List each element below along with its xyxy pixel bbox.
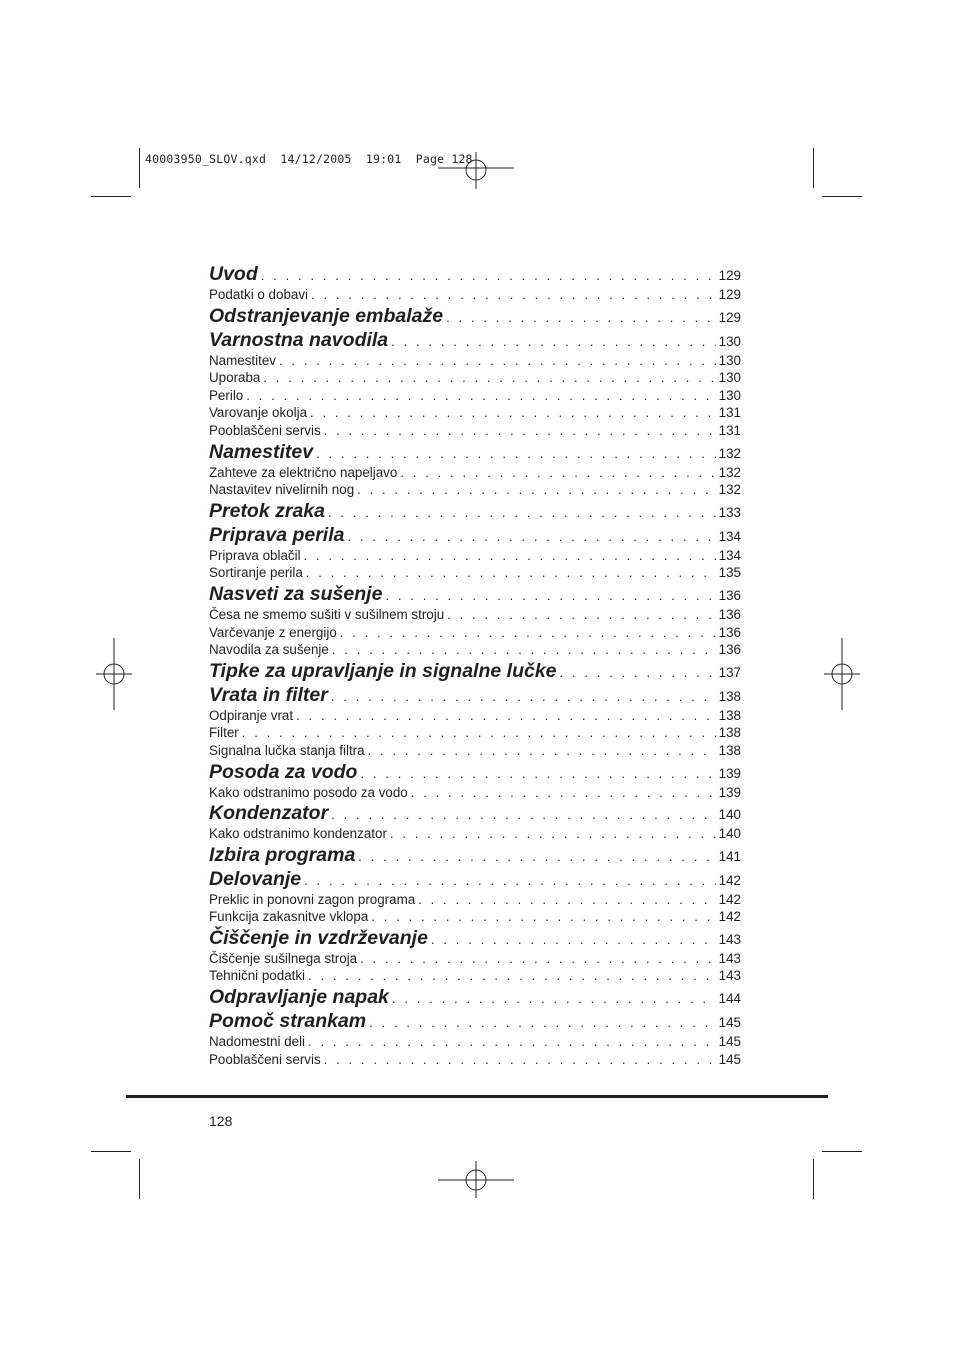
toc-heading-title: Nasveti za sušenje xyxy=(209,582,383,605)
dot-leader xyxy=(400,464,715,482)
table-of-contents xyxy=(209,262,741,1068)
toc-page-number: 143 xyxy=(718,950,741,966)
toc-entry-title: Namestitev xyxy=(209,352,276,368)
toc-heading xyxy=(209,760,741,784)
toc-page-number: 132 xyxy=(718,445,741,461)
dot-leader xyxy=(431,928,716,950)
toc-page-number: 137 xyxy=(718,664,741,680)
toc-entry xyxy=(209,564,741,582)
dot-leader xyxy=(304,869,716,891)
toc-heading xyxy=(209,867,741,891)
toc-page-number: 143 xyxy=(718,968,741,984)
toc-entry xyxy=(209,891,741,909)
dot-leader xyxy=(306,564,716,582)
toc-page-number: 129 xyxy=(718,287,741,302)
toc-entry xyxy=(209,742,741,760)
toc-entry xyxy=(209,825,741,843)
toc-entry-title: Podatki o dobavi xyxy=(209,287,309,302)
toc-entry-title: Česa ne smemo sušiti v sušilnem stroju xyxy=(209,606,445,622)
toc-page-number: 144 xyxy=(718,991,741,1007)
toc-heading-title: Pretok zraka xyxy=(209,499,325,522)
dot-leader xyxy=(371,908,715,926)
dot-leader xyxy=(369,1011,716,1033)
toc-page-number: 138 xyxy=(718,725,741,741)
crop-mark-bottom-left-vertical xyxy=(139,1159,140,1199)
dot-leader xyxy=(360,950,716,968)
dot-leader xyxy=(560,661,716,683)
dot-leader xyxy=(304,547,716,565)
toc-page-number: 129 xyxy=(718,309,741,325)
dot-leader xyxy=(390,825,716,843)
toc-heading-title: Priprava perila xyxy=(209,523,345,546)
dot-leader xyxy=(324,1051,716,1069)
crop-mark-top-right-vertical xyxy=(813,148,814,188)
toc-entry xyxy=(209,352,741,370)
crop-mark-top-left-horizontal xyxy=(91,196,131,197)
toc-page-number: 139 xyxy=(718,765,741,781)
toc-heading-title: Čiščenje in vzdrževanje xyxy=(209,926,428,949)
toc-heading-title: Izbira programa xyxy=(209,843,356,866)
toc-page-number: 131 xyxy=(718,422,741,438)
toc-entry xyxy=(209,707,741,725)
dot-leader xyxy=(358,845,715,867)
toc-entry-title: Odpiranje vrat xyxy=(209,707,294,723)
toc-page-number: 130 xyxy=(718,370,741,386)
toc-page-number: 141 xyxy=(718,848,741,864)
registration-mark-bottom xyxy=(436,1160,516,1200)
toc-page-number: 132 xyxy=(718,464,741,480)
crop-mark-top-left-vertical xyxy=(139,148,140,188)
toc-heading xyxy=(209,304,741,328)
toc-heading-title: Uvod xyxy=(209,263,258,285)
toc-page-number: 136 xyxy=(718,606,741,622)
toc-page-number: 129 xyxy=(718,268,741,283)
page-number: 128 xyxy=(209,1113,233,1129)
toc-entry-title: Preklic in ponovni zagon programa xyxy=(209,891,416,907)
toc-entry-title: Perilo xyxy=(209,387,244,403)
dot-leader xyxy=(392,987,716,1009)
toc-heading xyxy=(209,985,741,1009)
dot-leader xyxy=(308,1033,716,1051)
toc-entry-title: Uporaba xyxy=(209,370,261,386)
toc-page-number: 132 xyxy=(718,482,741,498)
dot-leader xyxy=(279,352,716,370)
toc-heading-title: Namestitev xyxy=(209,440,314,463)
crop-mark-bottom-right-horizontal xyxy=(822,1151,862,1152)
toc-entry xyxy=(209,641,741,659)
toc-page-number: 138 xyxy=(718,742,741,758)
dot-leader xyxy=(261,264,716,286)
dot-leader xyxy=(418,891,715,909)
crop-mark-bottom-right-vertical xyxy=(813,1159,814,1199)
dot-leader xyxy=(411,784,716,802)
dot-leader xyxy=(340,624,716,642)
toc-heading xyxy=(209,262,741,286)
toc-heading-title: Posoda za vodo xyxy=(209,760,358,783)
toc-page-number: 145 xyxy=(718,1051,741,1067)
toc-heading-title: Varnostna navodila xyxy=(209,328,389,351)
toc-entry xyxy=(209,1033,741,1051)
toc-entry-title: Varovanje okolja xyxy=(209,405,308,421)
toc-entry xyxy=(209,464,741,482)
toc-page-number: 140 xyxy=(718,807,741,823)
toc-entry-title: Varčevanje z energijo xyxy=(209,624,337,640)
toc-heading-title: Tipke za upravljanje in signalne lučke xyxy=(209,659,557,682)
toc-entry-title: Tehnični podatki xyxy=(209,968,306,984)
toc-page-number: 142 xyxy=(718,891,741,907)
toc-entry xyxy=(209,908,741,926)
toc-page-number: 138 xyxy=(718,688,741,704)
toc-page-number: 130 xyxy=(718,387,741,403)
toc-page-number: 142 xyxy=(718,872,741,888)
toc-heading-title: Delovanje xyxy=(209,867,302,890)
toc-entry xyxy=(209,422,741,440)
toc-page-number: 145 xyxy=(718,1034,741,1050)
dot-leader xyxy=(263,369,715,387)
registration-mark-top xyxy=(436,150,516,190)
toc-heading-title: Odpravljanje napak xyxy=(209,986,389,1009)
toc-entry-title: Funkcija zakasnitve vklopa xyxy=(209,909,369,925)
dot-leader xyxy=(360,762,715,784)
toc-heading xyxy=(209,801,741,825)
dot-leader xyxy=(357,481,716,499)
toc-entry-title: Nadomestni deli xyxy=(209,1034,306,1050)
toc-entry xyxy=(209,547,741,565)
toc-heading xyxy=(209,683,741,707)
toc-entry xyxy=(209,369,741,387)
dot-leader xyxy=(316,442,716,464)
toc-entry-title: Signalna lučka stanja filtra xyxy=(209,742,365,758)
crop-mark-top-right-horizontal xyxy=(822,196,862,197)
toc-page-number: 134 xyxy=(718,547,741,563)
toc-heading xyxy=(209,499,741,523)
toc-entry xyxy=(209,967,741,985)
toc-entry xyxy=(209,950,741,968)
dot-leader xyxy=(331,803,715,825)
dot-leader xyxy=(331,685,716,707)
toc-entry xyxy=(209,481,741,499)
toc-entry-title: Filter xyxy=(209,725,239,741)
dot-leader xyxy=(324,422,716,440)
toc-heading-title: Pomoč strankam xyxy=(209,1010,367,1033)
toc-entry-title: Kako odstranimo kondenzator xyxy=(209,826,387,842)
toc-entry xyxy=(209,606,741,624)
toc-page-number: 143 xyxy=(718,931,741,947)
toc-page-number: 138 xyxy=(718,707,741,723)
toc-page-number: 136 xyxy=(718,587,741,603)
toc-heading-title: Vrata in filter xyxy=(209,683,328,706)
toc-page-number: 134 xyxy=(718,528,741,544)
toc-entry-title: Navodila za sušenje xyxy=(209,642,329,658)
dot-leader xyxy=(246,387,715,405)
dot-leader xyxy=(348,525,716,547)
toc-entry xyxy=(209,784,741,802)
toc-entry xyxy=(209,387,741,405)
toc-page-number: 139 xyxy=(718,784,741,800)
dot-leader xyxy=(296,707,716,725)
toc-page-number: 140 xyxy=(718,826,741,842)
toc-page-number: 136 xyxy=(718,642,741,658)
dot-leader xyxy=(328,501,716,523)
dot-leader xyxy=(391,330,716,352)
toc-page-number: 133 xyxy=(718,504,741,520)
dot-leader xyxy=(310,404,716,422)
toc-heading xyxy=(209,1009,741,1033)
toc-heading xyxy=(209,440,741,464)
crop-mark-bottom-left-horizontal xyxy=(91,1151,131,1152)
toc-page-number: 142 xyxy=(718,909,741,925)
dot-leader xyxy=(308,967,716,985)
toc-page-number: 135 xyxy=(718,565,741,581)
toc-entry-title: Sortiranje perila xyxy=(209,565,303,581)
toc-entry xyxy=(209,624,741,642)
dot-leader xyxy=(368,742,716,760)
toc-heading xyxy=(209,582,741,606)
toc-entry-title: Pooblaščeni servis xyxy=(209,422,321,438)
dot-leader xyxy=(447,606,715,624)
toc-heading xyxy=(209,328,741,352)
registration-mark-right xyxy=(822,636,862,712)
toc-page-number: 130 xyxy=(718,333,741,349)
toc-entry xyxy=(209,1051,741,1069)
toc-entry xyxy=(209,724,741,742)
toc-entry-title: Nastavitev nivelirnih nog xyxy=(209,482,355,498)
dot-leader xyxy=(446,306,716,328)
dot-leader xyxy=(242,724,716,742)
toc-entry xyxy=(209,286,741,304)
toc-entry-title: Zahteve za električno napeljavo xyxy=(209,464,398,480)
dot-leader xyxy=(332,641,716,659)
toc-entry-title: Čiščenje sušilnega stroja xyxy=(209,950,358,966)
toc-heading-title: Odstranjevanje embalaže xyxy=(209,304,444,327)
dot-leader xyxy=(311,286,716,304)
toc-page-number: 136 xyxy=(718,624,741,640)
toc-heading xyxy=(209,926,741,950)
dot-leader xyxy=(385,584,715,606)
toc-heading xyxy=(209,659,741,683)
toc-heading xyxy=(209,843,741,867)
toc-page-number: 145 xyxy=(718,1015,741,1031)
toc-heading-title: Kondenzator xyxy=(209,802,329,825)
toc-page-number: 131 xyxy=(718,405,741,421)
toc-heading xyxy=(209,523,741,547)
toc-page-number: 130 xyxy=(718,352,741,368)
toc-entry-title: Kako odstranimo posodo za vodo xyxy=(209,784,408,800)
footer-rule xyxy=(126,1095,828,1098)
toc-entry-title: Pooblaščeni servis xyxy=(209,1051,321,1067)
toc-entry xyxy=(209,404,741,422)
registration-mark-left xyxy=(94,636,134,712)
print-slug: 40003950_SLOV.qxd 14/12/2005 19:01 Page 128 xyxy=(145,152,473,166)
toc-entry-title: Priprava oblačil xyxy=(209,547,301,563)
